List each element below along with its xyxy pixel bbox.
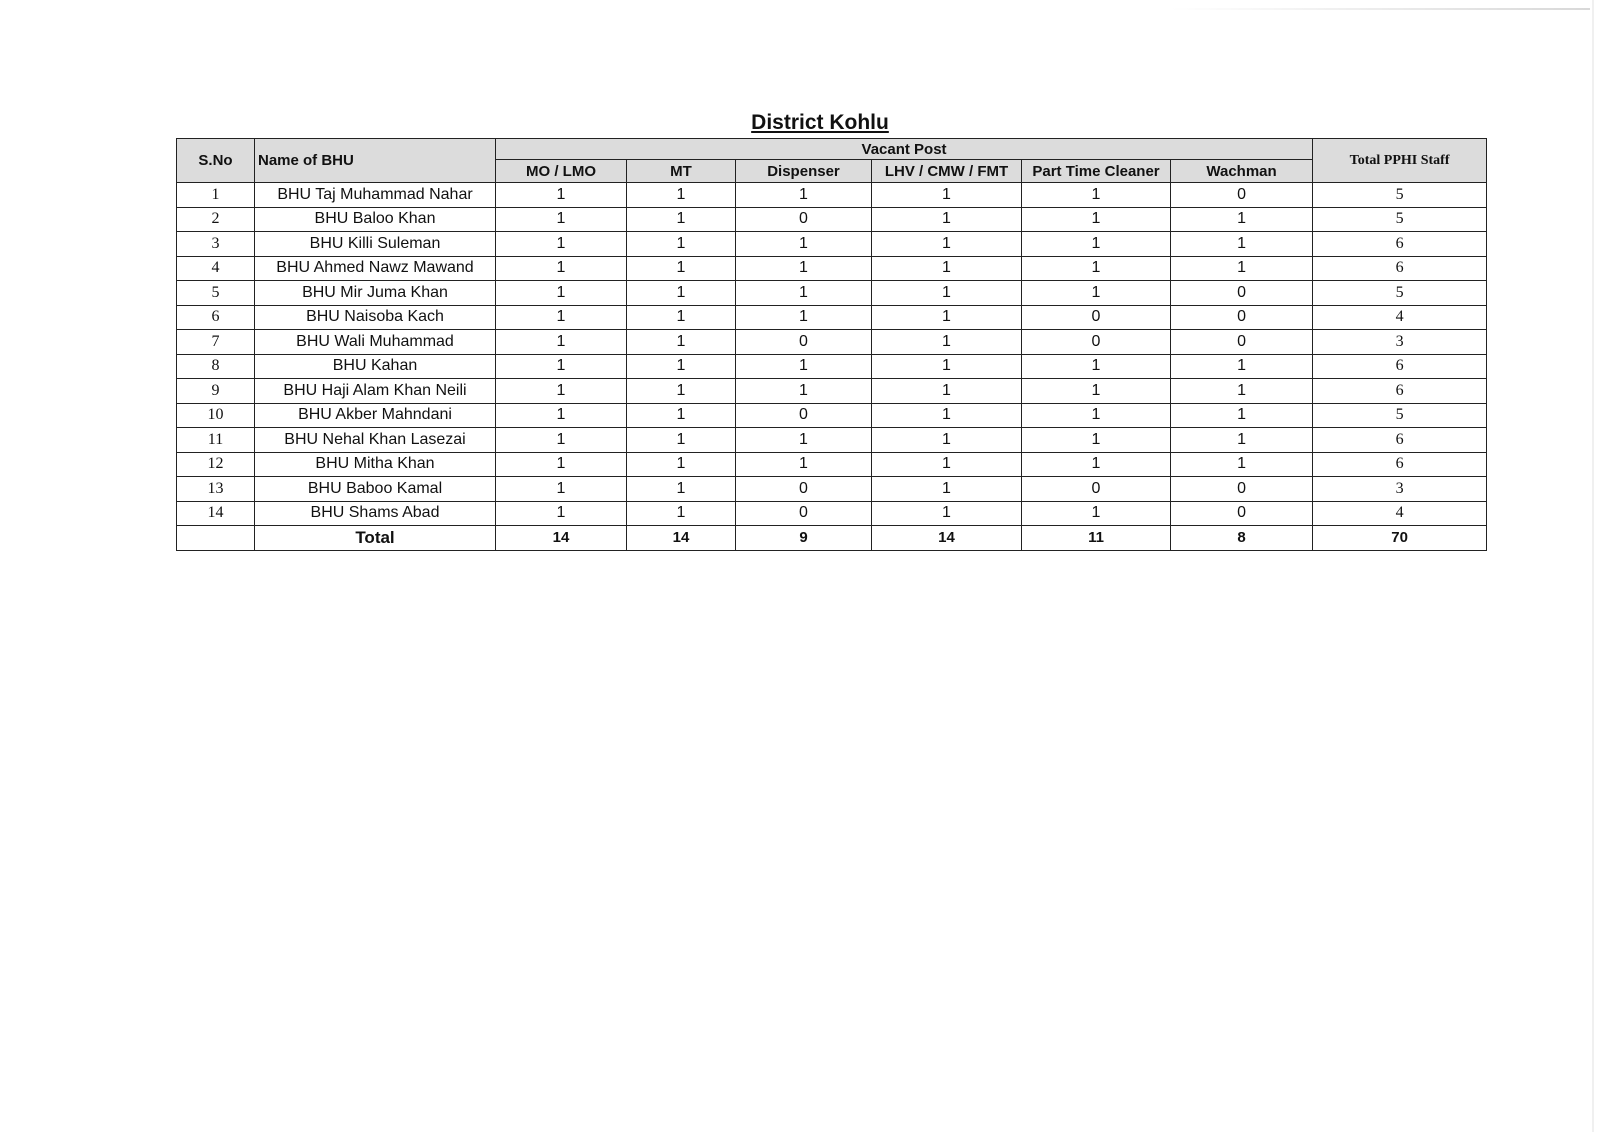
wachman-cell: 1 [1171, 428, 1313, 453]
header-sno: S.No [177, 139, 255, 183]
total-sno-cell [177, 526, 255, 551]
table-header [177, 139, 1487, 183]
wachman-cell: 0 [1171, 281, 1313, 306]
table-row [177, 379, 1487, 404]
table-row [177, 428, 1487, 453]
mo-lmo-cell: 1 [496, 305, 627, 330]
table-row [177, 256, 1487, 281]
mt-cell: 1 [627, 281, 736, 306]
total-pphi-staff-cell: 5 [1313, 281, 1487, 306]
lhv-cmw-fmt-cell: 1 [872, 330, 1022, 355]
bhu-name-cell: BHU Mitha Khan [255, 452, 496, 477]
mt-cell: 1 [627, 232, 736, 257]
total-pphi-staff-cell: 6 [1313, 452, 1487, 477]
lhv-cmw-fmt-cell: 1 [872, 403, 1022, 428]
dispenser-cell: 1 [736, 354, 872, 379]
total-label: Total [255, 526, 496, 551]
part-time-cleaner-cell: 1 [1022, 281, 1171, 306]
bhu-name-cell: BHU Baboo Kamal [255, 477, 496, 502]
bhu-name-cell: BHU Ahmed Nawz Mawand [255, 256, 496, 281]
total-pphi-staff-cell: 4 [1313, 305, 1487, 330]
table-row [177, 281, 1487, 306]
header-lhv-cmw-fmt: LHV / CMW / FMT [872, 160, 1022, 183]
sno-cell: 2 [177, 207, 255, 232]
sno-cell: 14 [177, 501, 255, 526]
mt-cell: 1 [627, 330, 736, 355]
sno-cell: 7 [177, 330, 255, 355]
table-row [177, 207, 1487, 232]
part-time-cleaner-cell: 1 [1022, 379, 1171, 404]
mo-lmo-cell: 1 [496, 403, 627, 428]
mo-lmo-cell: 1 [496, 232, 627, 257]
wachman-cell: 1 [1171, 452, 1313, 477]
table-row [177, 452, 1487, 477]
mt-cell: 1 [627, 477, 736, 502]
table-row [177, 501, 1487, 526]
scan-edge-mark [1170, 8, 1590, 10]
wachman-cell: 0 [1171, 183, 1313, 208]
lhv-cmw-fmt-cell: 1 [872, 207, 1022, 232]
bhu-name-cell: BHU Mir Juma Khan [255, 281, 496, 306]
mt-cell: 1 [627, 354, 736, 379]
part-time-cleaner-cell: 1 [1022, 428, 1171, 453]
lhv-cmw-fmt-cell: 1 [872, 501, 1022, 526]
table-row [177, 477, 1487, 502]
table-row [177, 403, 1487, 428]
dispenser-cell: 1 [736, 232, 872, 257]
dispenser-cell: 1 [736, 305, 872, 330]
header-mo-lmo: MO / LMO [496, 160, 627, 183]
mt-cell: 1 [627, 183, 736, 208]
lhv-cmw-fmt-cell: 1 [872, 281, 1022, 306]
total-pphi-staff-cell: 3 [1313, 477, 1487, 502]
sno-cell: 3 [177, 232, 255, 257]
wachman-cell: 1 [1171, 232, 1313, 257]
sno-cell: 12 [177, 452, 255, 477]
mt-cell: 1 [627, 452, 736, 477]
dispenser-cell: 1 [736, 256, 872, 281]
mt-cell: 1 [627, 207, 736, 232]
mo-lmo-cell: 1 [496, 281, 627, 306]
table-row [177, 232, 1487, 257]
mo-lmo-cell: 1 [496, 183, 627, 208]
header-part-time-cleaner: Part Time Cleaner [1022, 160, 1171, 183]
table-row [177, 183, 1487, 208]
dispenser-cell: 1 [736, 281, 872, 306]
header-total-pphi-staff: Total PPHI Staff [1313, 139, 1487, 183]
sno-cell: 13 [177, 477, 255, 502]
part-time-cleaner-cell: 1 [1022, 403, 1171, 428]
total-mt: 14 [627, 526, 736, 551]
wachman-cell: 0 [1171, 501, 1313, 526]
total-pphi-staff-cell: 6 [1313, 379, 1487, 404]
total-pphi-staff-cell: 5 [1313, 207, 1487, 232]
total-pphi-staff-cell: 5 [1313, 403, 1487, 428]
mt-cell: 1 [627, 428, 736, 453]
mt-cell: 1 [627, 403, 736, 428]
total-pphi-staff-cell: 6 [1313, 256, 1487, 281]
dispenser-cell: 0 [736, 330, 872, 355]
mo-lmo-cell: 1 [496, 477, 627, 502]
bhu-name-cell: BHU Kahan [255, 354, 496, 379]
part-time-cleaner-cell: 1 [1022, 452, 1171, 477]
sno-cell: 8 [177, 354, 255, 379]
lhv-cmw-fmt-cell: 1 [872, 256, 1022, 281]
lhv-cmw-fmt-cell: 1 [872, 183, 1022, 208]
sno-cell: 9 [177, 379, 255, 404]
lhv-cmw-fmt-cell: 1 [872, 354, 1022, 379]
dispenser-cell: 0 [736, 207, 872, 232]
vacant-post-table [176, 138, 1487, 551]
bhu-name-cell: BHU Killi Suleman [255, 232, 496, 257]
mo-lmo-cell: 1 [496, 330, 627, 355]
sno-cell: 5 [177, 281, 255, 306]
part-time-cleaner-cell: 1 [1022, 183, 1171, 208]
dispenser-cell: 1 [736, 183, 872, 208]
dispenser-cell: 0 [736, 403, 872, 428]
header-vacant-post: Vacant Post [496, 139, 1313, 160]
lhv-cmw-fmt-cell: 1 [872, 452, 1022, 477]
mo-lmo-cell: 1 [496, 354, 627, 379]
part-time-cleaner-cell: 1 [1022, 207, 1171, 232]
bhu-name-cell: BHU Taj Muhammad Nahar [255, 183, 496, 208]
sno-cell: 10 [177, 403, 255, 428]
table-row [177, 354, 1487, 379]
total-pphi-staff: 70 [1313, 526, 1487, 551]
part-time-cleaner-cell: 1 [1022, 232, 1171, 257]
wachman-cell: 1 [1171, 256, 1313, 281]
sno-cell: 6 [177, 305, 255, 330]
table-body [177, 183, 1487, 551]
sno-cell: 11 [177, 428, 255, 453]
total-pphi-staff-cell: 6 [1313, 354, 1487, 379]
bhu-name-cell: BHU Haji Alam Khan Neili [255, 379, 496, 404]
mo-lmo-cell: 1 [496, 452, 627, 477]
bhu-name-cell: BHU Nehal Khan Lasezai [255, 428, 496, 453]
mo-lmo-cell: 1 [496, 207, 627, 232]
header-mt: MT [627, 160, 736, 183]
wachman-cell: 0 [1171, 330, 1313, 355]
total-mo-lmo: 14 [496, 526, 627, 551]
wachman-cell: 1 [1171, 379, 1313, 404]
mo-lmo-cell: 1 [496, 501, 627, 526]
part-time-cleaner-cell: 1 [1022, 501, 1171, 526]
wachman-cell: 0 [1171, 477, 1313, 502]
wachman-cell: 1 [1171, 207, 1313, 232]
total-part-time-cleaner: 11 [1022, 526, 1171, 551]
dispenser-cell: 1 [736, 379, 872, 404]
bhu-name-cell: BHU Akber Mahndani [255, 403, 496, 428]
total-pphi-staff-cell: 4 [1313, 501, 1487, 526]
mt-cell: 1 [627, 379, 736, 404]
dispenser-cell: 0 [736, 477, 872, 502]
lhv-cmw-fmt-cell: 1 [872, 477, 1022, 502]
lhv-cmw-fmt-cell: 1 [872, 305, 1022, 330]
bhu-name-cell: BHU Naisoba Kach [255, 305, 496, 330]
table-row [177, 330, 1487, 355]
header-dispenser: Dispenser [736, 160, 872, 183]
wachman-cell: 1 [1171, 403, 1313, 428]
lhv-cmw-fmt-cell: 1 [872, 428, 1022, 453]
table-row [177, 305, 1487, 330]
lhv-cmw-fmt-cell: 1 [872, 379, 1022, 404]
mo-lmo-cell: 1 [496, 379, 627, 404]
scan-right-edge [1592, 0, 1594, 1132]
wachman-cell: 1 [1171, 354, 1313, 379]
part-time-cleaner-cell: 1 [1022, 256, 1171, 281]
total-pphi-staff-cell: 6 [1313, 232, 1487, 257]
mt-cell: 1 [627, 501, 736, 526]
bhu-name-cell: BHU Shams Abad [255, 501, 496, 526]
bhu-name-cell: BHU Wali Muhammad [255, 330, 496, 355]
total-pphi-staff-cell: 3 [1313, 330, 1487, 355]
sno-cell: 1 [177, 183, 255, 208]
dispenser-cell: 1 [736, 428, 872, 453]
part-time-cleaner-cell: 0 [1022, 305, 1171, 330]
page-title: District Kohlu [751, 111, 889, 134]
total-dispenser: 9 [736, 526, 872, 551]
sno-cell: 4 [177, 256, 255, 281]
dispenser-cell: 1 [736, 452, 872, 477]
lhv-cmw-fmt-cell: 1 [872, 232, 1022, 257]
mt-cell: 1 [627, 256, 736, 281]
total-row [177, 526, 1487, 551]
total-lhv-cmw-fmt: 14 [872, 526, 1022, 551]
part-time-cleaner-cell: 1 [1022, 354, 1171, 379]
part-time-cleaner-cell: 0 [1022, 477, 1171, 502]
dispenser-cell: 0 [736, 501, 872, 526]
total-pphi-staff-cell: 5 [1313, 183, 1487, 208]
total-wachman: 8 [1171, 526, 1313, 551]
total-pphi-staff-cell: 6 [1313, 428, 1487, 453]
wachman-cell: 0 [1171, 305, 1313, 330]
bhu-name-cell: BHU Baloo Khan [255, 207, 496, 232]
mo-lmo-cell: 1 [496, 428, 627, 453]
mt-cell: 1 [627, 305, 736, 330]
header-name-of-bhu: Name of BHU [255, 139, 496, 183]
mo-lmo-cell: 1 [496, 256, 627, 281]
header-wachman: Wachman [1171, 160, 1313, 183]
part-time-cleaner-cell: 0 [1022, 330, 1171, 355]
